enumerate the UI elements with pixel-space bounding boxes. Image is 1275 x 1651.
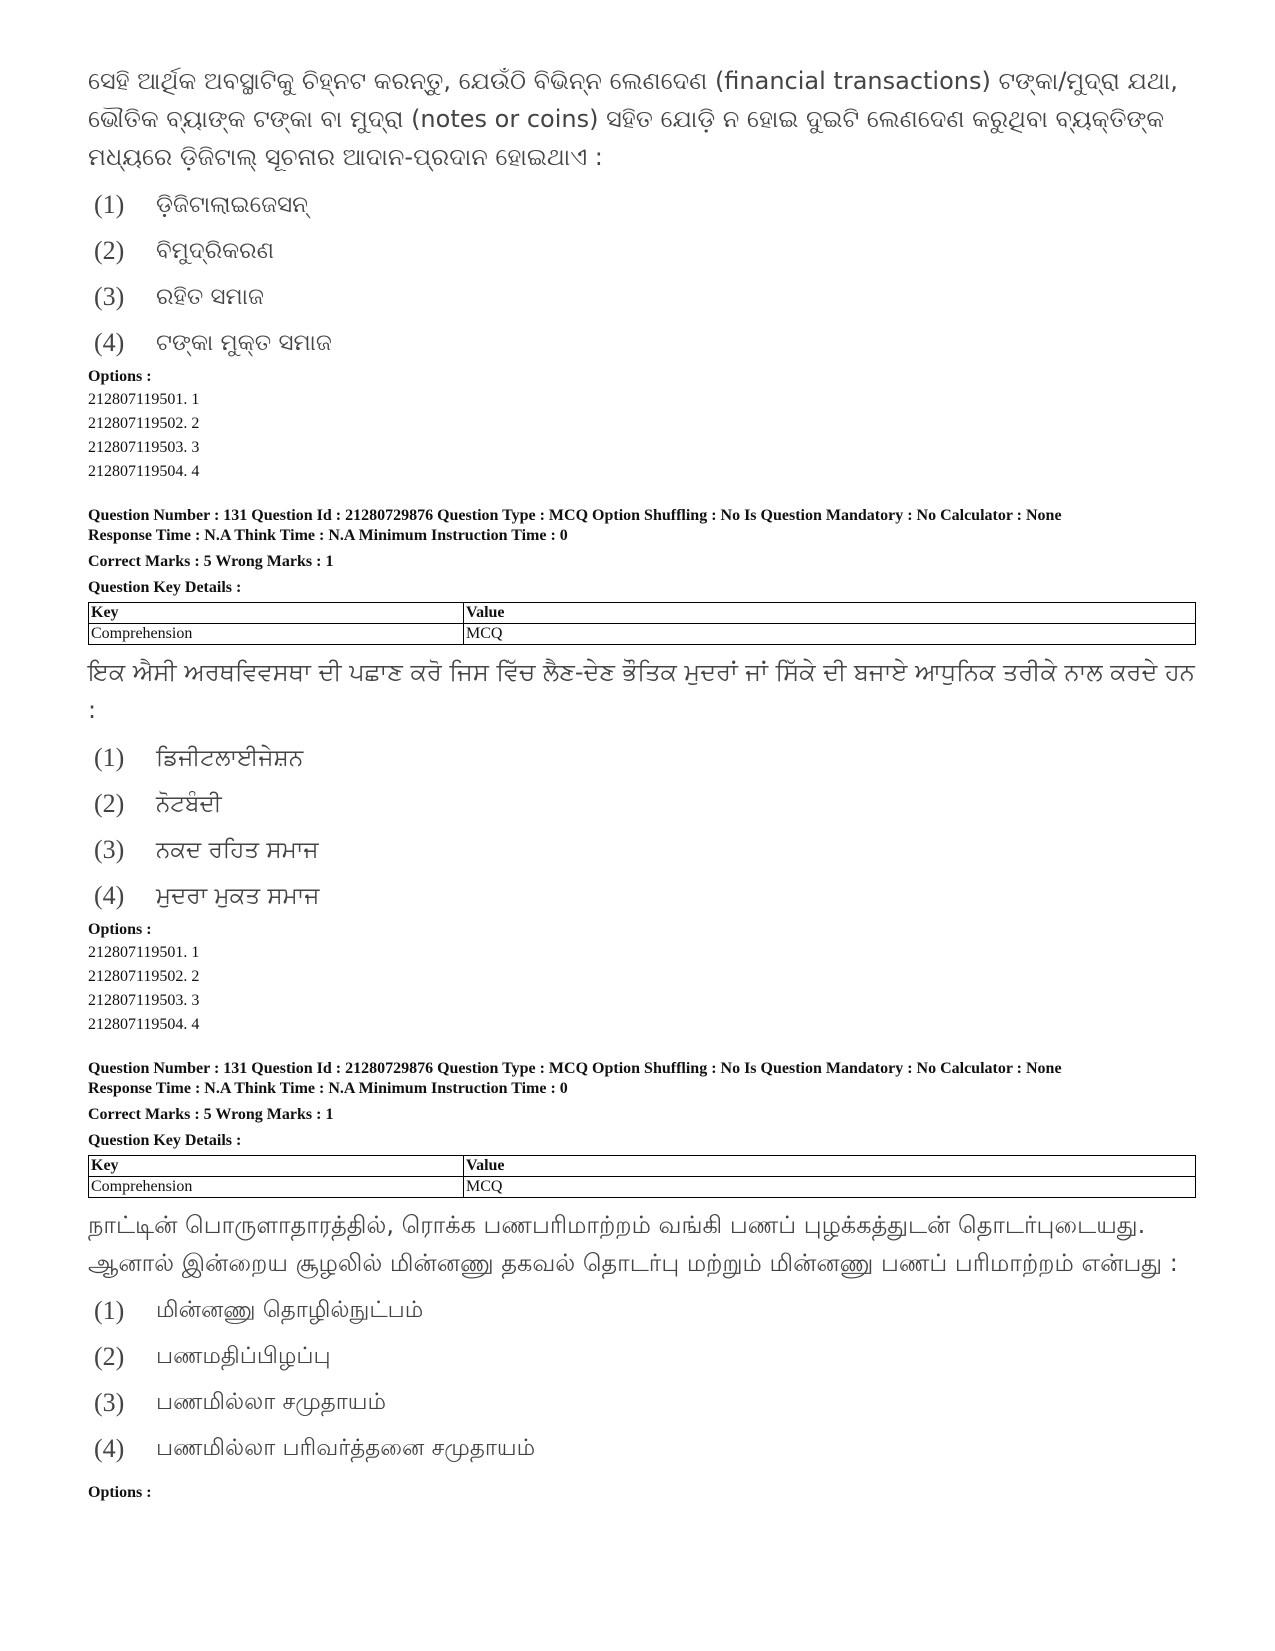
choice-list [88,182,1198,366]
choice-list [88,1288,1198,1472]
choice-item: (3) ਨਕਦ ਰਹਿਤ ਸਮਾਜ [94,835,319,864]
table-header-row [89,603,1196,624]
question-text: ସେହି ଆର୍ଥିକ ଅବସ୍ଥାଟିକୁ ଚିହ୍ନଟ କରନ୍ତୁ, ଯେଉଁଠି ବିଭିନ୍ନ ଲେଣଦେଣ (financial transactions) ଟଙ୍କା/ମୁଦ୍ରା ଯଥା, ଭୌତିକ ବ୍ୟାଙ୍କ ଟଙ୍କା ବା ମୁଦ୍ରା (notes or coins) ସହିତ ଯୋଡ଼ି ନ ହୋଇ ଦୁଇଟି ଲେଣଦେଣ କରୁଥିବା ବ୍ୟକ୍ତିଙ୍କ ମଧ୍ୟରେ ଡ଼ିଜିଟାଲ୍ ସୂଚନାର ଆଦାନ-ପ୍ରଦାନ ହୋଇଥାଏ : [88,67,1178,171]
choice-item: (1) மின்னணு தொழில்நுட்பம் [94,1296,424,1325]
table-header-row [89,1156,1196,1177]
options-label: Options : [88,921,152,938]
question-meta: Question Number : 131 Question Id : 21280729876 Question Type : MCQ Option Shuffling : No Is Question Mandatory : No Calculator : None [88,1060,1062,1077]
page [88,62,1198,1504]
option-id: 212807119502. 2 [88,415,200,432]
choice-list [88,735,1198,919]
option-id: 212807119502. 2 [88,968,200,985]
choice-item: (3) ରହିତ ସମାଜ [94,282,264,311]
choice-item: (2) ବିମୁଦ୍ରିକରଣ [94,236,274,265]
question-meta: Question Number : 131 Question Id : 21280729876 Question Type : MCQ Option Shuffling : No Is Question Mandatory : No Calculator : None [88,507,1062,524]
table-header-value: Value [464,603,1196,624]
key-details-table [88,602,1196,645]
choice-item: (2) பணமதிப்பிழப்பு [94,1342,331,1371]
question-block-tamil [88,1059,1198,1504]
question-block-punjabi [88,506,1198,1037]
choice-item: (4) ଟଙ୍କା ମୁକ୍ତ ସମାଜ [94,328,332,357]
choice-item: (4) ਮੁਦਰਾ ਮੁਕਤ ਸਮਾਜ [94,881,320,910]
key-details-label: Question Key Details : [88,1132,242,1149]
marks: Correct Marks : 5 Wrong Marks : 1 [88,1106,334,1123]
marks: Correct Marks : 5 Wrong Marks : 1 [88,553,334,570]
option-id: 212807119503. 3 [88,992,200,1009]
option-id: 212807119504. 4 [88,463,200,480]
question-text: ਇਕ ਐਸੀ ਅਰਥਵਿਵਸਥਾ ਦੀ ਪਛਾਣ ਕਰੋ ਜਿਸ ਵਿੱਚ ਲੈਣ-ਦੇਣ ਭੌਤਿਕ ਮੁਦਰਾਂ ਜਾਂ ਸਿੱਕੇ ਦੀ ਬਜਾਏ ਆਧੁਨਿਕ ਤਰੀਕੇ ਨਾਲ ਕਰਦੇ ਹਨ : [88,658,1195,724]
table-header-value: Value [464,1156,1196,1177]
choice-item: (4) பணமில்லா பரிவர்த்தனை சமுதாயம் [94,1434,536,1463]
question-block-odia [88,62,1198,484]
question-meta-time: Response Time : N.A Think Time : N.A Minimum Instruction Time : 0 [88,1080,568,1097]
option-id: 212807119503. 3 [88,439,200,456]
key-details-table [88,1155,1196,1198]
table-cell-value: MCQ [464,624,1196,645]
table-header-key: Key [89,1156,464,1177]
table-cell-value: MCQ [464,1177,1196,1198]
table-cell-key: Comprehension [89,624,464,645]
table-row [89,1177,1196,1198]
key-details-label: Question Key Details : [88,579,242,596]
choice-item: (1) ଡ଼ିଜିଟାଲାଇଜେସନ୍ [94,190,308,219]
question-text: நாட்டின் பொருளாதாரத்தில், ரொக்க பணபரிமாற்றம் வங்கி பணப் புழக்கத்துடன் தொடர்புடையது. ஆனால் இன்றைய சூழலில் மின்னணு தகவல் தொடர்பு மற்றும் மின்னணு பணப் பரிமாற்றம் என்பது : [88,1211,1178,1277]
options-label: Options : [88,368,152,385]
choice-item: (3) பணமில்லா சமுதாயம் [94,1388,387,1417]
options-label: Options : [88,1484,152,1501]
choice-item: (2) ਨੋਟਬੰਦੀ [94,789,222,818]
table-cell-key: Comprehension [89,1177,464,1198]
table-header-key: Key [89,603,464,624]
table-row [89,624,1196,645]
choice-item: (1) ਡਿਜੀਟਲਾਈਜੇਸ਼ਨ [94,743,304,772]
question-meta-time: Response Time : N.A Think Time : N.A Minimum Instruction Time : 0 [88,527,568,544]
option-id: 212807119501. 1 [88,391,200,408]
option-id: 212807119501. 1 [88,944,200,961]
option-id: 212807119504. 4 [88,1016,200,1033]
